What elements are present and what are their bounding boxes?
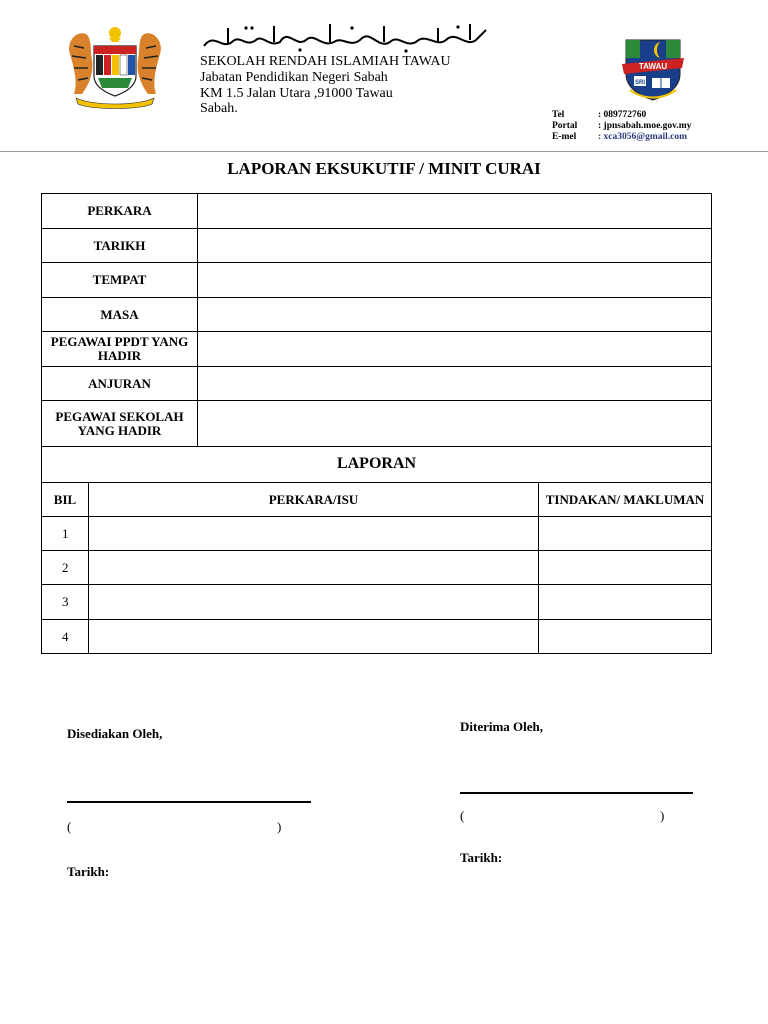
tel-label: Tel [552, 110, 565, 120]
row-number: 3 [42, 584, 89, 619]
jawi-school-name-calligraphy [200, 20, 490, 54]
action-cell[interactable] [539, 550, 712, 584]
column-header-action: TINDAKAN/ MAKLUMAN [539, 482, 712, 516]
school-address: KM 1.5 Jalan Utara ,91000 Tawau [200, 86, 393, 101]
issue-cell[interactable] [89, 619, 539, 653]
info-value-field[interactable] [198, 263, 712, 298]
received-by-name-close: ) [660, 808, 665, 823]
school-state: Sabah. [200, 101, 238, 116]
email-label: E-mel [552, 132, 577, 142]
received-by-name-open: ( [460, 808, 465, 823]
prepared-date-label: Tarikh: [67, 864, 110, 879]
school-logo [620, 34, 686, 102]
report-section-row [42, 446, 712, 482]
info-label: PEGAWAI SEKOLAH YANG HADIR [42, 401, 198, 447]
row-number: 4 [42, 619, 89, 653]
info-label: PERKARA [42, 194, 198, 229]
portal-label: Portal [552, 121, 578, 131]
coat-of-arms-logo [62, 24, 168, 110]
received-date-label: Tarikh: [460, 850, 503, 865]
info-label: ANJURAN [42, 367, 198, 401]
received-by-label: Diterima Oleh, [460, 719, 544, 734]
info-label: TEMPAT [42, 263, 198, 298]
row-number: 1 [42, 516, 89, 550]
table-row [42, 619, 712, 653]
table-row [42, 516, 712, 550]
report-table [41, 446, 712, 654]
info-table [41, 193, 712, 447]
email-value: : xca3056@gmail.com [598, 132, 688, 142]
info-value-field[interactable] [198, 298, 712, 332]
table-row [42, 263, 712, 298]
info-value-field[interactable] [198, 401, 712, 447]
table-row [42, 229, 712, 263]
document-title: LAPORAN EKSUKUTIF / MINIT CURAI [227, 159, 541, 178]
table-row [42, 584, 712, 619]
action-cell[interactable] [539, 619, 712, 653]
issue-cell[interactable] [89, 550, 539, 584]
school-logo-badge: SRI [634, 80, 646, 86]
column-header-bil: BIL [42, 482, 89, 516]
school-logo-text: TAWAU [638, 62, 668, 71]
info-value-field[interactable] [198, 367, 712, 401]
prepared-by-name-open: ( [67, 819, 72, 834]
report-section-title: LAPORAN [42, 446, 712, 482]
info-label: MASA [42, 298, 198, 332]
prepared-by-label: Disediakan Oleh, [67, 726, 163, 741]
portal-value: : jpnsabah.moe.gov.my [598, 121, 692, 131]
info-value-field[interactable] [198, 332, 712, 367]
received-by-signature-line[interactable] [460, 792, 693, 794]
header-divider [0, 151, 768, 152]
school-name: SEKOLAH RENDAH ISLAMIAH TAWAU [200, 54, 451, 69]
prepared-by-signature-line[interactable] [67, 801, 311, 803]
tel-value: : 089772760 [598, 110, 647, 120]
table-row [42, 332, 712, 367]
report-header-row [42, 482, 712, 516]
department-name: Jabatan Pendidikan Negeri Sabah [200, 70, 388, 85]
table-row [42, 550, 712, 584]
table-row [42, 401, 712, 447]
action-cell[interactable] [539, 584, 712, 619]
info-value-field[interactable] [198, 229, 712, 263]
info-label: PEGAWAI PPDT YANG HADIR [42, 332, 198, 367]
row-number: 2 [42, 550, 89, 584]
issue-cell[interactable] [89, 516, 539, 550]
prepared-by-name-close: ) [277, 819, 282, 834]
column-header-issue: PERKARA/ISU [89, 482, 539, 516]
table-row [42, 298, 712, 332]
info-label: TARIKH [42, 229, 198, 263]
action-cell[interactable] [539, 516, 712, 550]
issue-cell[interactable] [89, 584, 539, 619]
table-row [42, 367, 712, 401]
table-row [42, 194, 712, 229]
info-value-field[interactable] [198, 194, 712, 229]
